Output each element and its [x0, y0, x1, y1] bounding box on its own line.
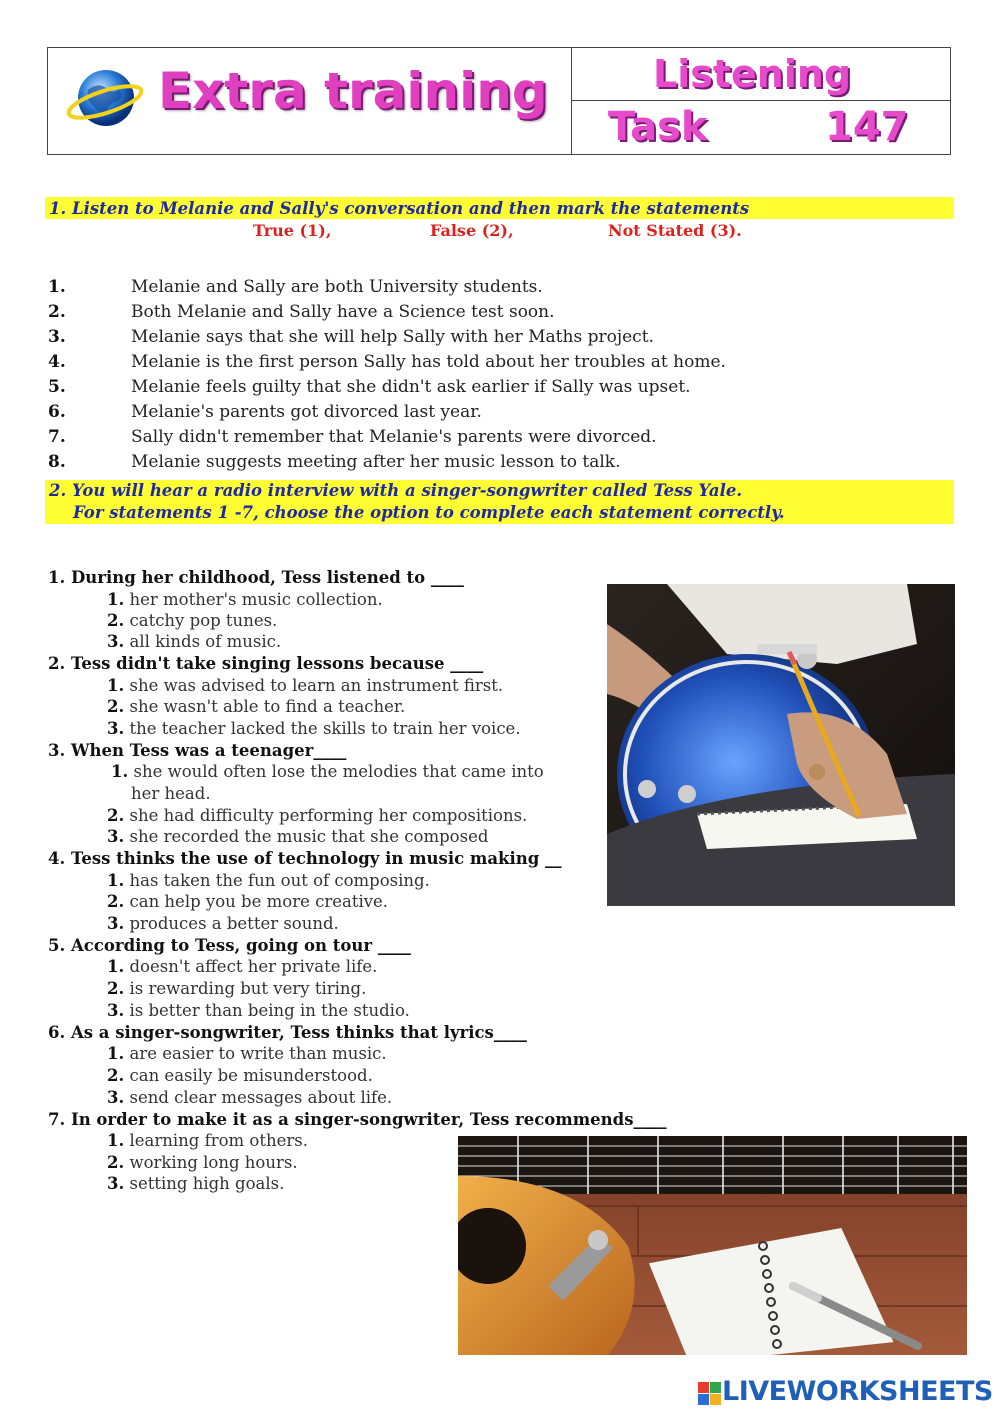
answer-option: 1. learning from others. [107, 1131, 308, 1150]
question-text: 5. According to Tess, going on tour ____ [48, 936, 411, 955]
option-not-stated: Not Stated (3). [608, 221, 742, 240]
part2-instruction-line2: For statements 1 -7, choose the option to complete each statement correctly. [73, 503, 785, 522]
answer-option: 3. she recorded the music that she composed [107, 827, 489, 846]
statement-text: Sally didn't remember that Melanie's parents were divorced. [131, 427, 657, 447]
answer-option: 3. all kinds of music. [107, 632, 282, 651]
answer-option: 1. has taken the fun out of composing. [107, 871, 430, 890]
question-text: 7. In order to make it as a singer-songwriter, Tess recommends____ [48, 1110, 667, 1129]
part2-instruction-line1: 2. You will hear a radio interview with a singer-songwriter called Tess Yale. [49, 481, 743, 500]
answer-option: 2. can easily be misunderstood. [107, 1066, 373, 1085]
task-label: Task [608, 104, 708, 150]
statement-number: 6. [48, 402, 66, 422]
statement-text: Melanie is the first person Sally has told about her troubles at home. [131, 352, 726, 372]
statement-text: Melanie feels guilty that she didn't ask earlier if Sally was upset. [131, 377, 691, 397]
header-divider-horizontal [572, 100, 950, 101]
answer-option: 2. is rewarding but very tiring. [107, 979, 367, 998]
answer-option: 1. are easier to write than music. [107, 1044, 387, 1063]
answer-option: 2. catchy pop tunes. [107, 611, 278, 630]
section-title: Listening [653, 52, 852, 96]
statement-number: 8. [48, 452, 66, 472]
answer-option: 1. she would often lose the melodies that came into [111, 762, 544, 781]
statement-number: 7. [48, 427, 66, 447]
statement-text: Melanie suggests meeting after her music lesson to talk. [131, 452, 621, 472]
answer-option: 1. she was advised to learn an instrument first. [107, 676, 504, 695]
answer-option: 1. her mother's music collection. [107, 590, 383, 609]
liveworksheets-logo-text: LIVEWORKSHEETS [722, 1376, 993, 1407]
statement-number: 3. [48, 327, 66, 347]
option-false: False (2), [430, 221, 514, 240]
answer-option: 2. can help you be more creative. [107, 892, 389, 911]
question-text: 4. Tess thinks the use of technology in music making __ [48, 849, 562, 868]
liveworksheets-logo-icon [698, 1382, 722, 1406]
globe-icon [66, 62, 144, 132]
answer-option: 3. the teacher lacked the skills to train her voice. [107, 719, 521, 738]
statement-number: 5. [48, 377, 66, 397]
statement-number: 1. [48, 277, 66, 297]
answer-option: 1. doesn't affect her private life. [107, 957, 378, 976]
question-text: 6. As a singer-songwriter, Tess thinks that lyrics____ [48, 1023, 527, 1042]
statement-number: 2. [48, 302, 66, 322]
guitar-notebook-photo [458, 1136, 967, 1355]
answer-option-continuation: her head. [131, 784, 211, 803]
worksheet-header [47, 47, 951, 155]
part1-instruction: 1. Listen to Melanie and Sally's conversation and then mark the statements [49, 199, 750, 218]
statement-number: 4. [48, 352, 66, 372]
statement-text: Melanie says that she will help Sally with her Maths project. [131, 327, 654, 347]
task-number: 147 [825, 104, 909, 150]
statement-text: Both Melanie and Sally have a Science test soon. [131, 302, 555, 322]
answer-option: 2. she had difficulty performing her compositions. [107, 806, 528, 825]
guitarist-writing-photo [607, 584, 955, 906]
question-text: 3. When Tess was a teenager____ [48, 741, 347, 760]
question-text: 2. Tess didn't take singing lessons because ____ [48, 654, 484, 673]
question-text: 1. During her childhood, Tess listened to ____ [48, 568, 464, 587]
statement-text: Melanie's parents got divorced last year. [131, 402, 482, 422]
answer-option: 3. send clear messages about life. [107, 1088, 393, 1107]
answer-option: 2. working long hours. [107, 1153, 298, 1172]
answer-option: 3. produces a better sound. [107, 914, 339, 933]
answer-option: 3. is better than being in the studio. [107, 1001, 410, 1020]
option-true: True (1), [253, 221, 332, 240]
header-divider-vertical [571, 48, 572, 154]
answer-option: 2. she wasn't able to find a teacher. [107, 697, 406, 716]
answer-option: 3. setting high goals. [107, 1174, 285, 1193]
statement-text: Melanie and Sally are both University students. [131, 277, 543, 297]
brand-title: Extra training [158, 62, 548, 120]
